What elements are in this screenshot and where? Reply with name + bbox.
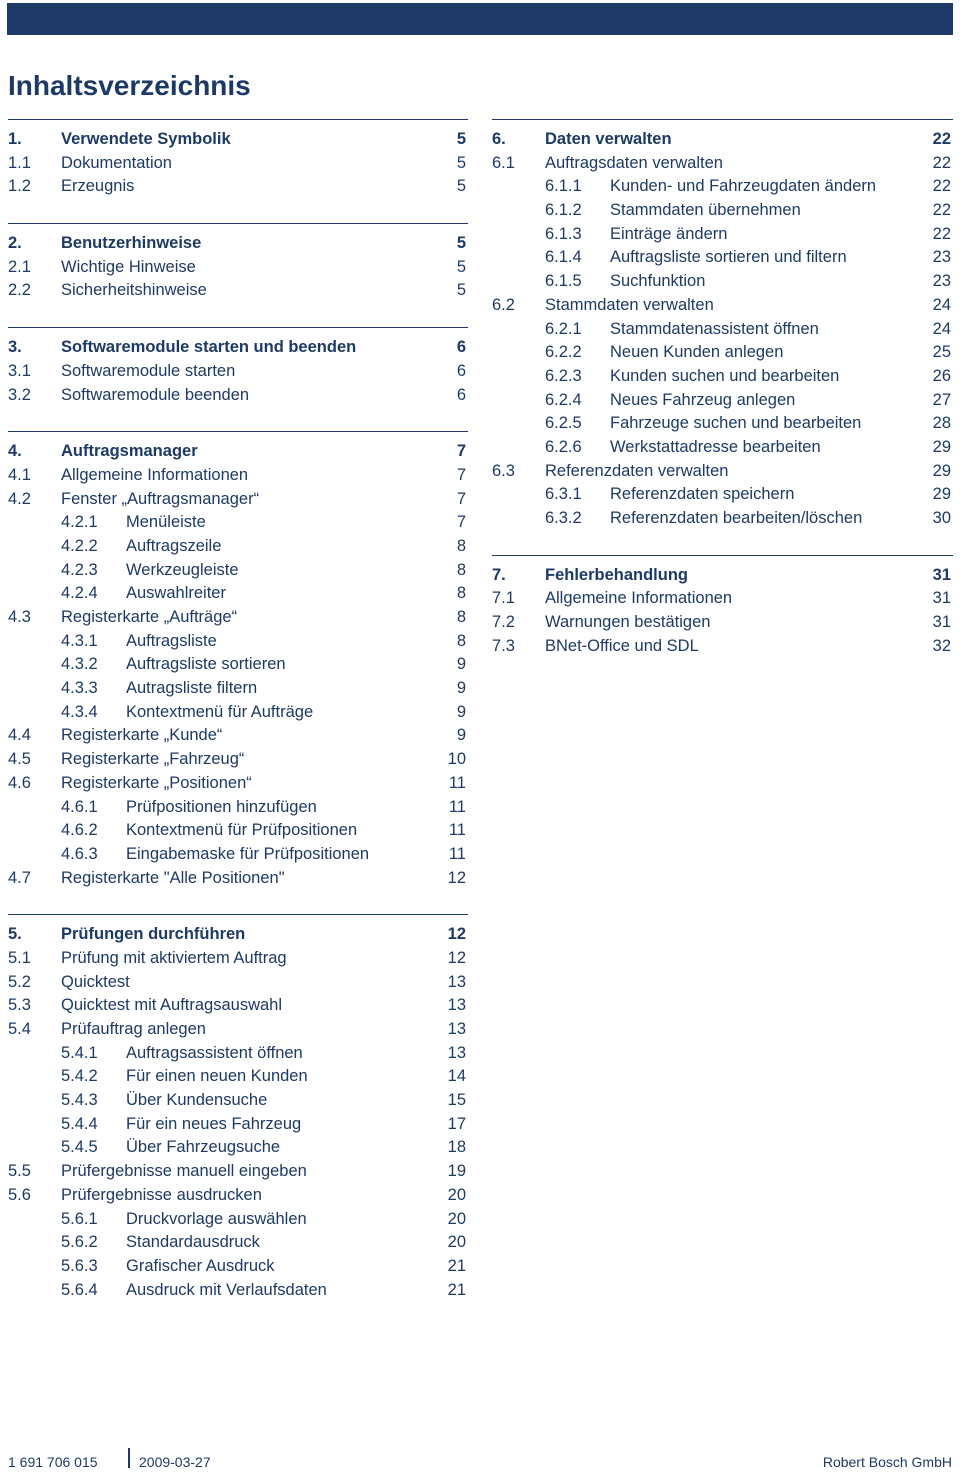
toc-entry-number: 6.1.3 xyxy=(545,224,582,243)
toc-entry-page: 31 xyxy=(932,589,951,608)
toc-entry[interactable] xyxy=(492,128,953,152)
toc-entry[interactable] xyxy=(8,511,468,535)
toc-entry-number: 6.2.2 xyxy=(545,343,582,362)
toc-entry-number: 5. xyxy=(8,925,22,944)
toc-entry[interactable] xyxy=(8,947,468,971)
toc-entry-number: 4. xyxy=(8,442,22,461)
toc-entry-page: 30 xyxy=(932,509,951,527)
toc-entry-title: Werkzeugleiste xyxy=(126,560,239,579)
toc-entry-number: 5.4.5 xyxy=(61,1138,98,1157)
toc-entry-title: Kunden- und Fahrzeugdaten ändern xyxy=(610,177,877,196)
toc-entry-page: 22 xyxy=(932,201,951,220)
toc-entry-number: 4.3.2 xyxy=(61,655,98,674)
footer-part-number: 1 691 706 015 xyxy=(8,1454,98,1470)
toc-entry[interactable] xyxy=(8,1065,468,1089)
toc-entry[interactable] xyxy=(8,701,468,725)
toc-entry-page: 5 xyxy=(456,130,466,148)
toc-entry-number: 6.3.2 xyxy=(545,509,582,527)
toc-entry-title: Registerkarte „Fahrzeug“ xyxy=(61,750,245,769)
toc-entry[interactable] xyxy=(8,279,468,303)
toc-entry-number: 5.6.1 xyxy=(61,1209,98,1228)
toc-entry-title: Registerkarte „Kunde“ xyxy=(61,726,223,745)
toc-entry-page: 15 xyxy=(447,1091,466,1110)
toc-entry-page: 7 xyxy=(456,489,466,508)
toc-entry-page: 6 xyxy=(456,338,466,357)
toc-section xyxy=(8,914,468,1302)
toc-entry-title: Für ein neues Fahrzeug xyxy=(126,1114,302,1133)
toc-entry-title: Stammdaten verwalten xyxy=(545,295,714,314)
toc-entry-page: 11 xyxy=(448,797,466,816)
toc-entry-page: 9 xyxy=(456,702,466,721)
toc-entry-page: 5 xyxy=(456,281,466,300)
toc-entry-number: 6.2 xyxy=(492,295,515,314)
toc-entry-title: Stammdaten übernehmen xyxy=(610,201,801,220)
toc-entry[interactable] xyxy=(8,796,468,820)
toc-entry[interactable] xyxy=(492,199,953,223)
toc-entry-number: 5.3 xyxy=(8,996,31,1015)
toc-entry-page: 18 xyxy=(447,1138,466,1157)
toc-entry[interactable] xyxy=(492,635,953,659)
toc-entry-title: Kontextmenü für Prüfpositionen xyxy=(126,821,358,840)
footer-company: Robert Bosch GmbH xyxy=(822,1454,952,1470)
toc-entry-number: 6.2.3 xyxy=(545,366,582,385)
toc-entry-number: 6.2.6 xyxy=(545,437,582,456)
toc-entry[interactable] xyxy=(8,256,468,280)
toc-entry-title: Standardausdruck xyxy=(126,1233,260,1252)
toc-entry-title: Druckvorlage auswählen xyxy=(126,1209,307,1228)
toc-entry-page: 14 xyxy=(447,1067,466,1086)
toc-entry[interactable] xyxy=(8,1113,468,1137)
toc-entry[interactable] xyxy=(8,336,468,360)
toc-entry[interactable] xyxy=(8,1136,468,1160)
toc-entry-number: 5.6.4 xyxy=(61,1280,98,1299)
toc-entry[interactable] xyxy=(492,270,953,294)
toc-entry[interactable] xyxy=(492,175,953,199)
header-bar xyxy=(7,3,953,60)
toc-right-column xyxy=(492,119,953,682)
toc-entry-page: 24 xyxy=(932,319,951,338)
toc-entry-title: Prüfergebnisse ausdrucken xyxy=(61,1185,262,1204)
toc-entry-page: 10 xyxy=(447,750,466,769)
toc-entry-number: 5.4.4 xyxy=(61,1114,98,1133)
toc-section xyxy=(8,431,468,890)
toc-entry-page: 23 xyxy=(932,248,951,267)
toc-entry[interactable] xyxy=(492,587,953,611)
toc-entry-page: 17 xyxy=(447,1114,466,1133)
toc-entry[interactable] xyxy=(492,436,953,460)
toc-entry-number: 4.2.1 xyxy=(61,513,98,532)
toc-entry-title: Allgemeine Informationen xyxy=(61,465,249,484)
toc-entry-page: 11 xyxy=(448,773,466,792)
toc-entry-title: Quicktest mit Auftragsauswahl xyxy=(61,996,283,1015)
toc-entry-page: 13 xyxy=(447,972,466,991)
toc-entry[interactable] xyxy=(8,994,468,1018)
toc-entry[interactable] xyxy=(8,384,468,408)
toc-entry-number: 6.1 xyxy=(492,153,515,172)
toc-entry-title: Grafischer Ausdruck xyxy=(126,1256,275,1275)
toc-entry-number: 5.4.3 xyxy=(61,1091,98,1110)
toc-entry-title: Für einen neuen Kunden xyxy=(126,1067,308,1086)
toc-entry-title: Warnungen bestätigen xyxy=(545,613,711,632)
footer xyxy=(8,1452,952,1472)
toc-entry[interactable] xyxy=(492,389,953,413)
toc-entry-page: 32 xyxy=(932,636,951,655)
toc-entry-number: 5.1 xyxy=(8,948,31,967)
toc-entry-page: 29 xyxy=(932,461,951,480)
toc-entry-number: 6.1.1 xyxy=(545,177,582,196)
toc-entry-page: 28 xyxy=(932,414,951,433)
toc-entry-page: 8 xyxy=(456,584,466,603)
toc-entry-page: 22 xyxy=(932,153,951,172)
toc-entry-number: 4.3.1 xyxy=(61,631,98,650)
toc-entry[interactable] xyxy=(8,1231,468,1255)
header-text: de | 4 | BSA / SDL Ordermanager | xyxy=(28,41,325,60)
toc-entry-title: Neues Fahrzeug anlegen xyxy=(610,390,796,409)
toc-entry-title: Auftragsliste sortieren xyxy=(126,655,286,674)
toc-entry-number: 4.4 xyxy=(8,726,31,745)
toc-entry-title: Neuen Kunden anlegen xyxy=(610,343,784,362)
toc-entry[interactable] xyxy=(8,748,468,772)
toc-entry-number: 4.3.3 xyxy=(61,679,98,698)
toc-entry-title: Allgemeine Informationen xyxy=(545,589,733,608)
toc-entry-title: Quicktest xyxy=(61,972,130,991)
toc-entry-title: Registerkarte "Alle Positionen" xyxy=(61,868,285,887)
toc-entry[interactable] xyxy=(492,318,953,342)
toc-entry-number: 4.1 xyxy=(8,465,31,484)
toc-entry-number: 4.7 xyxy=(8,868,31,887)
toc-entry-number: 4.2.2 xyxy=(61,536,98,555)
toc-entry-number: 3.1 xyxy=(8,361,31,380)
toc-entry-title: Eingabemaske für Prüfpositionen xyxy=(126,844,370,863)
toc-entry-title: Dokumentation xyxy=(61,153,172,172)
toc-entry[interactable] xyxy=(8,630,468,654)
toc-entry-title: Referenzdaten bearbeiten/löschen xyxy=(610,509,863,527)
toc-entry-number: 4.6 xyxy=(8,773,31,792)
toc-entry-number: 6.1.2 xyxy=(545,201,582,220)
toc-entry-page: 21 xyxy=(447,1280,466,1299)
toc-entry[interactable] xyxy=(8,128,468,152)
toc-entry-title: Softwaremodule starten xyxy=(61,361,236,380)
toc-entry-title: Auftragszeile xyxy=(126,536,222,555)
toc-entry[interactable] xyxy=(492,412,953,436)
toc-entry-page: 22 xyxy=(932,177,951,196)
footer-date: 2009-03-27 xyxy=(139,1454,211,1470)
toc-entry[interactable] xyxy=(8,819,468,843)
toc-entry-number: 6. xyxy=(492,130,506,148)
toc-entry-number: 4.6.3 xyxy=(61,844,98,863)
toc-entry-number: 7.3 xyxy=(492,636,515,655)
toc-section xyxy=(492,555,953,659)
toc-entry-page: 20 xyxy=(447,1185,466,1204)
toc-entry-page: 20 xyxy=(447,1209,466,1228)
toc-entry-number: 5.2 xyxy=(8,972,31,991)
toc-entry-number: 7.1 xyxy=(492,589,515,608)
toc-entry[interactable] xyxy=(492,223,953,247)
toc-section xyxy=(8,119,468,199)
toc-entry-title: Auftragsmanager xyxy=(61,442,198,461)
toc-entry-page: 8 xyxy=(456,536,466,555)
toc-entry[interactable] xyxy=(8,653,468,677)
toc-entry[interactable] xyxy=(8,232,468,256)
toc-entry-page: 31 xyxy=(932,613,951,632)
toc-entry-number: 5.6.3 xyxy=(61,1256,98,1275)
toc-entry[interactable] xyxy=(8,923,468,947)
toc-entry-title: Suchfunktion xyxy=(610,272,706,291)
toc-entry-page: 21 xyxy=(447,1256,466,1275)
toc-entry-number: 4.3.4 xyxy=(61,702,98,721)
toc-entry[interactable] xyxy=(8,1184,468,1208)
toc-entry-page: 19 xyxy=(447,1162,466,1181)
toc-entry-title: Ausdruck mit Verlaufsdaten xyxy=(126,1280,327,1299)
toc-entry-title: Einträge ändern xyxy=(610,224,728,243)
toc-entry-title: Menüleiste xyxy=(126,513,206,532)
toc-entry-number: 6.3 xyxy=(492,461,515,480)
page-title: Inhaltsverzeichnis xyxy=(8,70,251,101)
toc-entry-number: 5.6 xyxy=(8,1185,31,1204)
toc-entry-page: 22 xyxy=(932,130,951,148)
toc-entry-title: Auftragsliste sortieren und filtern xyxy=(610,248,847,267)
toc-entry-title: Fahrzeuge suchen und bearbeiten xyxy=(610,414,862,433)
toc-entry[interactable] xyxy=(492,564,953,588)
toc-entry-number: 4.6.2 xyxy=(61,821,98,840)
toc-entry-number: 6.2.1 xyxy=(545,319,582,338)
toc-entry-title: Über Fahrzeugsuche xyxy=(126,1138,281,1157)
toc-entry-number: 2. xyxy=(8,234,22,253)
toc-entry-number: 1.2 xyxy=(8,177,31,196)
toc-entry-title: BNet-Office und SDL xyxy=(545,636,699,655)
toc-entry-page: 13 xyxy=(447,996,466,1015)
toc-entry-title: Erzeugnis xyxy=(61,177,135,196)
toc-entry[interactable] xyxy=(8,1160,468,1184)
toc-entry-title: Kunden suchen und bearbeiten xyxy=(610,366,840,385)
toc-entry[interactable] xyxy=(8,1208,468,1232)
toc-entry-page: 13 xyxy=(447,1020,466,1038)
toc-entry[interactable] xyxy=(8,535,468,559)
toc-entry-title: Registerkarte „Aufträge“ xyxy=(61,608,238,626)
toc-entry-number: 7.2 xyxy=(492,613,515,632)
toc-entry[interactable] xyxy=(8,559,468,583)
toc-entry-page: 20 xyxy=(447,1233,466,1252)
toc-entry-page: 25 xyxy=(932,343,951,362)
toc-entry-title: Softwaremodule beenden xyxy=(61,385,250,404)
toc-entry[interactable] xyxy=(8,440,468,464)
toc-entry-page: 12 xyxy=(447,925,466,944)
toc-entry[interactable] xyxy=(8,1089,468,1113)
toc-entry-page: 11 xyxy=(448,844,466,863)
toc-entry[interactable] xyxy=(8,867,468,891)
toc-entry-page: 5 xyxy=(456,177,466,196)
toc-entry[interactable] xyxy=(8,1255,468,1279)
toc-entry[interactable] xyxy=(8,488,468,512)
toc-entry-number: 4.2.4 xyxy=(61,584,98,603)
toc-entry-number: 2.1 xyxy=(8,257,31,276)
toc-entry-title: Werkstattadresse bearbeiten xyxy=(610,437,821,456)
toc-entry-number: 5.5 xyxy=(8,1162,31,1181)
toc-entry[interactable] xyxy=(8,1018,468,1042)
toc-entry-number: 4.5 xyxy=(8,750,31,769)
footer-divider xyxy=(128,1448,130,1468)
toc-entry-title: Über Kundensuche xyxy=(126,1091,268,1110)
toc-entry[interactable] xyxy=(8,582,468,606)
toc-entry[interactable] xyxy=(8,677,468,701)
toc-entry-number: 4.3 xyxy=(8,608,31,626)
toc-entry-title: Daten verwalten xyxy=(545,130,672,148)
toc-section xyxy=(492,119,953,531)
toc-entry-number: 3.2 xyxy=(8,385,31,404)
toc-section xyxy=(8,327,468,407)
toc-entry[interactable] xyxy=(8,772,468,796)
toc-entry-page: 13 xyxy=(447,1043,466,1062)
toc-entry-title: Fenster „Auftragsmanager“ xyxy=(61,489,260,508)
toc-entry[interactable] xyxy=(492,294,953,318)
toc-entry-number: 4.6.1 xyxy=(61,797,98,816)
toc-entry-page: 22 xyxy=(932,224,951,243)
toc-entry[interactable] xyxy=(492,152,953,176)
toc-entry-page: 12 xyxy=(447,868,466,887)
toc-entry[interactable] xyxy=(8,1279,468,1303)
toc-entry[interactable] xyxy=(8,464,468,488)
toc-entry-page: 9 xyxy=(456,655,466,674)
toc-entry-page: 7 xyxy=(456,465,466,484)
toc-left-column xyxy=(8,119,468,1326)
toc-entry-number: 5.4.2 xyxy=(61,1067,98,1086)
toc-entry-page: 6 xyxy=(456,361,466,380)
toc-entry[interactable] xyxy=(492,483,953,507)
toc-entry[interactable] xyxy=(8,152,468,176)
toc-entry-title: Verwendete Symbolik xyxy=(61,130,231,148)
toc-entry-page: 29 xyxy=(932,485,951,504)
toc-entry-number: 3. xyxy=(8,338,22,357)
toc-entry-page: 7 xyxy=(456,442,466,461)
toc-entry-title: Auftragsassistent öffnen xyxy=(126,1043,303,1062)
toc-entry[interactable] xyxy=(492,460,953,484)
toc-entry-title: Softwaremodule starten und beenden xyxy=(61,338,357,357)
toc-entry-title: Benutzerhinweise xyxy=(61,234,202,253)
toc-entry-title: Sicherheitshinweise xyxy=(61,281,207,300)
toc-entry-title: Auftragsdaten verwalten xyxy=(545,153,723,172)
toc-entry-number: 5.4 xyxy=(8,1020,31,1038)
toc-entry-title: Prüfauftrag anlegen xyxy=(61,1020,206,1038)
toc-entry-page: 24 xyxy=(932,295,951,314)
toc-entry-page: 23 xyxy=(932,272,951,291)
toc-entry-page: 8 xyxy=(456,560,466,579)
toc-entry[interactable] xyxy=(8,360,468,384)
toc-entry-title: Prüfergebnisse manuell eingeben xyxy=(61,1162,307,1181)
toc-entry-page: 12 xyxy=(447,948,466,967)
toc-entry-page: 11 xyxy=(448,821,466,840)
toc-entry-page: 27 xyxy=(932,390,951,409)
toc-entry-page: 5 xyxy=(456,153,466,172)
toc-entry[interactable] xyxy=(8,175,468,199)
toc-entry-title: Fehlerbehandlung xyxy=(545,565,689,584)
toc-entry-number: 1.1 xyxy=(8,153,31,172)
toc-entry[interactable] xyxy=(8,971,468,995)
toc-entry-number: 6.1.4 xyxy=(545,248,582,267)
toc-entry-title: Auswahlreiter xyxy=(126,584,226,603)
toc-entry-title: Referenzdaten speichern xyxy=(610,485,795,504)
toc-entry-page: 31 xyxy=(932,565,951,584)
toc-entry-page: 5 xyxy=(456,234,466,253)
toc-entry[interactable] xyxy=(8,1042,468,1066)
toc-entry-number: 6.3.1 xyxy=(545,485,582,504)
toc-entry-title: Wichtige Hinweise xyxy=(61,257,196,276)
toc-entry-number: 4.2.3 xyxy=(61,560,98,579)
toc-entry-title: Kontextmenü für Aufträge xyxy=(126,702,314,721)
toc-entry-page: 29 xyxy=(932,437,951,456)
toc-entry[interactable] xyxy=(492,365,953,389)
toc-entry-number: 4.2 xyxy=(8,489,31,508)
toc-entry[interactable] xyxy=(492,341,953,365)
toc-entry-number: 6.2.5 xyxy=(545,414,582,433)
toc-entry-title: Autragsliste filtern xyxy=(126,679,258,698)
toc-entry-page: 7 xyxy=(456,513,466,532)
toc-entry[interactable] xyxy=(8,606,468,630)
toc-entry-number: 7. xyxy=(492,565,506,584)
toc-entry[interactable] xyxy=(492,246,953,270)
toc-entry-page: 5 xyxy=(456,257,466,276)
toc-entry-page: 8 xyxy=(456,608,466,626)
toc-entry-page: 9 xyxy=(456,679,466,698)
toc-entry-title: Registerkarte „Positionen“ xyxy=(61,773,252,792)
toc-entry-page: 9 xyxy=(456,726,466,745)
toc-entry[interactable] xyxy=(8,843,468,867)
toc-entry-number: 5.4.1 xyxy=(61,1043,98,1062)
toc-entry-page: 8 xyxy=(456,631,466,650)
toc-entry-title: Prüfpositionen hinzufügen xyxy=(126,797,317,816)
toc-section xyxy=(8,223,468,303)
toc-entry[interactable] xyxy=(492,611,953,635)
toc-entry-number: 6.1.5 xyxy=(545,272,582,291)
toc-entry-page: 26 xyxy=(932,366,951,385)
toc-entry[interactable] xyxy=(8,724,468,748)
toc-entry-number: 6.2.4 xyxy=(545,390,582,409)
toc-entry-page: 6 xyxy=(456,385,466,404)
toc-entry-number: 1. xyxy=(8,130,22,148)
toc-entry-number: 5.6.2 xyxy=(61,1233,98,1252)
toc-entry[interactable] xyxy=(492,507,953,531)
toc-entry-title: Referenzdaten verwalten xyxy=(545,461,729,480)
toc-entry-title: Auftragsliste xyxy=(126,631,217,650)
toc-entry-title: Stammdatenassistent öffnen xyxy=(610,319,819,338)
toc-entry-title: Prüfung mit aktiviertem Auftrag xyxy=(61,948,287,967)
toc-entry-title: Prüfungen durchführen xyxy=(61,925,246,944)
toc-entry-number: 2.2 xyxy=(8,281,31,300)
